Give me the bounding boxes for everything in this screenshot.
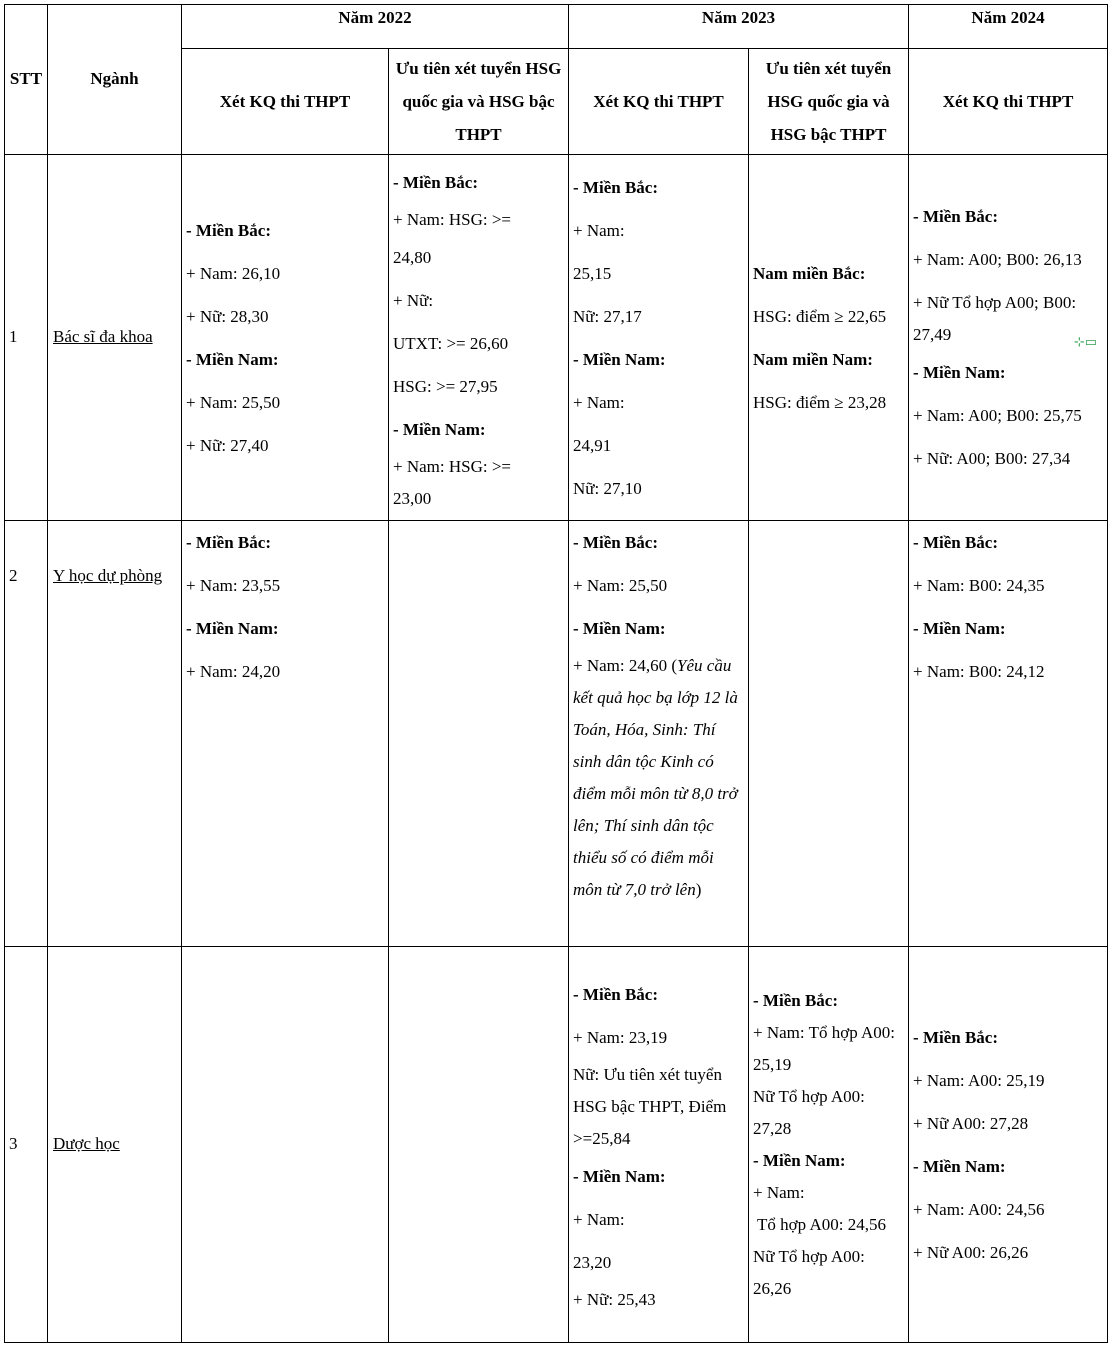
cell-2023-uutien [749,155,909,521]
table-row [5,521,1108,947]
header-2022-uutien: Ưu tiên xét tuyển HSG quốc gia và HSG bậc THPT [389,49,569,155]
cell-line: + Nam: HSG: >= [393,209,512,229]
cell-line: - Miền Nam: [913,1156,1006,1176]
nganh-link[interactable]: Dược học [53,1134,120,1154]
cell-line: - Miền Bắc: [573,533,658,552]
cell-line: 23,20 [573,1253,612,1272]
cell-line: + Nữ: A00; B00: 27,34 [913,449,1071,468]
header-2023-thpt: Xét KQ thi THPT [569,49,749,155]
cell-2023-thpt [569,155,749,521]
cell-line: - Miền Bắc: [393,172,478,192]
admission-scores-table [4,4,1108,1343]
cell-line: - Miền Nam: [753,1150,846,1170]
cell-2024-thpt [909,947,1108,1343]
cell-line: + Nữ A00: 27,28 [913,1113,1029,1133]
cell-line: + Nam: 26,10 [186,263,281,283]
cell-line: + Nam: HSG: >= [393,456,512,476]
header-2024-thpt: Xét KQ thi THPT [909,49,1108,155]
score-text: + Nam: 24,60 ( [573,656,678,675]
cell-line: 23,00 [393,488,432,508]
cell-line: 25,15 [573,263,612,283]
cell-line: + Nam: Tổ hợp A00: 25,19 [753,1022,896,1074]
cell-line: Nữ Tổ hợp A00: 27,28 [753,1086,865,1138]
cell-2023-thpt [569,521,749,947]
row-nganh [48,521,182,947]
cell-line: - Miền Bắc: [186,533,271,552]
header-2023-uutien: Ưu tiên xét tuyển HSG quốc gia và HSG bậc THPT [749,49,909,155]
cell-line: 24,80 [393,247,432,267]
cell-2022-thpt [182,155,389,521]
cell-line: - Miền Nam: [573,349,666,369]
cell-line: HSG: điểm ≥ 23,28 [753,392,887,412]
cell-line: - Miền Bắc: [913,207,999,226]
cell-line: - Miền Bắc: [186,220,271,240]
cell-line: Nữ Tổ hợp A00: 26,26 [753,1246,865,1298]
cell-line: + Nữ: [393,290,434,310]
cell-2023-uutien [749,947,909,1343]
cell-line: - Miền Bắc: [753,990,838,1010]
cell-line: - Miền Nam: [573,1167,666,1186]
cell-line: UTXT: >= 26,60 [393,333,509,353]
cell-line: - Miền Nam: [186,349,279,369]
row-nganh [48,155,182,521]
row-stt: 1 [5,155,48,521]
row-stt: 3 [5,947,48,1343]
cell-line: + Nam: 23,55 [186,576,281,595]
cell-line: + Nam: A00; B00: 25,75 [913,406,1082,425]
header-row-years [5,5,1108,49]
requirement-note: Yêu cầu kết quả học bạ lớp 12 là Toán, Hóa, Sinh: Thí sinh dân tộc Kinh có điểm mỗi môn từ 8,0 trở lên; Thí sinh dân tộc thiểu số có điểm mỗi môn từ 7,0 trở lên [573,656,738,899]
cell-2022-thpt-empty [182,947,389,1343]
cell-line: + Nam: [573,220,625,240]
cell-line: + Nam: 23,19 [573,1028,668,1047]
cell-line: + Nam: B00: 24,12 [913,662,1045,681]
cell-line: - Miền Nam: [913,363,1006,382]
cell-line: HSG: điểm ≥ 22,65 [753,306,887,326]
header-nganh: Ngành [48,5,182,155]
header-year-2023: Năm 2023 [569,5,909,49]
cell-2024-thpt [909,521,1108,947]
cell-line: - Miền Bắc: [573,985,658,1004]
close-paren: ) [695,880,702,899]
cell-line: - Miền Nam: [186,619,279,638]
cell-line: + Nữ A00: 26,26 [913,1242,1029,1262]
cell-line: + Nữ: 28,30 [186,306,269,326]
row-nganh [48,947,182,1343]
cell-line [573,650,744,906]
cell-line: 24,91 [573,435,612,455]
cell-line: + Nam: B00: 24,35 [913,576,1045,595]
cell-line: + Nữ: 25,43 [573,1290,656,1309]
cell-line: Nam miền Bắc: [753,263,866,283]
nganh-link[interactable]: Bác sĩ đa khoa [53,327,153,347]
cell-2023-thpt [569,947,749,1343]
cell-line: + Nam: A00; B00: 26,13 [913,250,1082,269]
cell-line: - Miền Bắc: [573,177,658,197]
cell-line: Nữ: 27,10 [573,478,642,498]
header-year-2024: Năm 2024 [909,5,1108,49]
cell-line: + Nam: [753,1182,805,1202]
table-row [5,155,1108,521]
header-stt: STT [5,5,48,155]
cell-line: + Nữ: 27,40 [186,435,269,455]
cell-line: - Miền Nam: [393,419,486,439]
cell-line: + Nam: [573,392,625,412]
table-row [5,947,1108,1343]
cell-line: + Nam: A00: 24,56 [913,1199,1045,1219]
cell-line: + Nữ Tổ hợp A00; B00: 27,49 [913,293,1077,344]
cell-line: - Miền Nam: [573,619,666,638]
cell-2023-uutien-empty [749,521,909,947]
cell-line: + Nam: 25,50 [573,576,668,595]
cell-line: - Miền Nam: [913,619,1006,638]
cell-2022-uutien-empty [389,947,569,1343]
cell-2022-uutien-empty [389,521,569,947]
comment-icon[interactable]: ⊹▭ [1073,335,1098,350]
cell-line: HSG: >= 27,95 [393,376,498,396]
cell-2022-uutien [389,155,569,521]
cell-line: - Miền Bắc: [913,1027,999,1047]
cell-line: Tổ hợp A00: 24,56 [757,1214,886,1234]
cell-line: + Nam: 24,20 [186,662,281,681]
cell-line: Nữ: 27,17 [573,306,642,326]
nganh-link[interactable]: Y học dự phòng [53,566,163,585]
cell-line: + Nam: 25,50 [186,392,281,412]
cell-line: Nữ: Ưu tiên xét tuyển HSG bậc THPT, Điểm >=25,84 [573,1065,727,1148]
header-year-2022: Năm 2022 [182,5,569,49]
cell-line: + Nam: [573,1210,625,1229]
cell-line: - Miền Bắc: [913,533,999,552]
cell-line: + Nam: A00: 25,19 [913,1070,1045,1090]
row-stt: 2 [5,521,48,947]
cell-line: Nam miền Nam: [753,349,873,369]
cell-2024-thpt [909,155,1108,521]
cell-2022-thpt [182,521,389,947]
header-2022-thpt: Xét KQ thi THPT [182,49,389,155]
